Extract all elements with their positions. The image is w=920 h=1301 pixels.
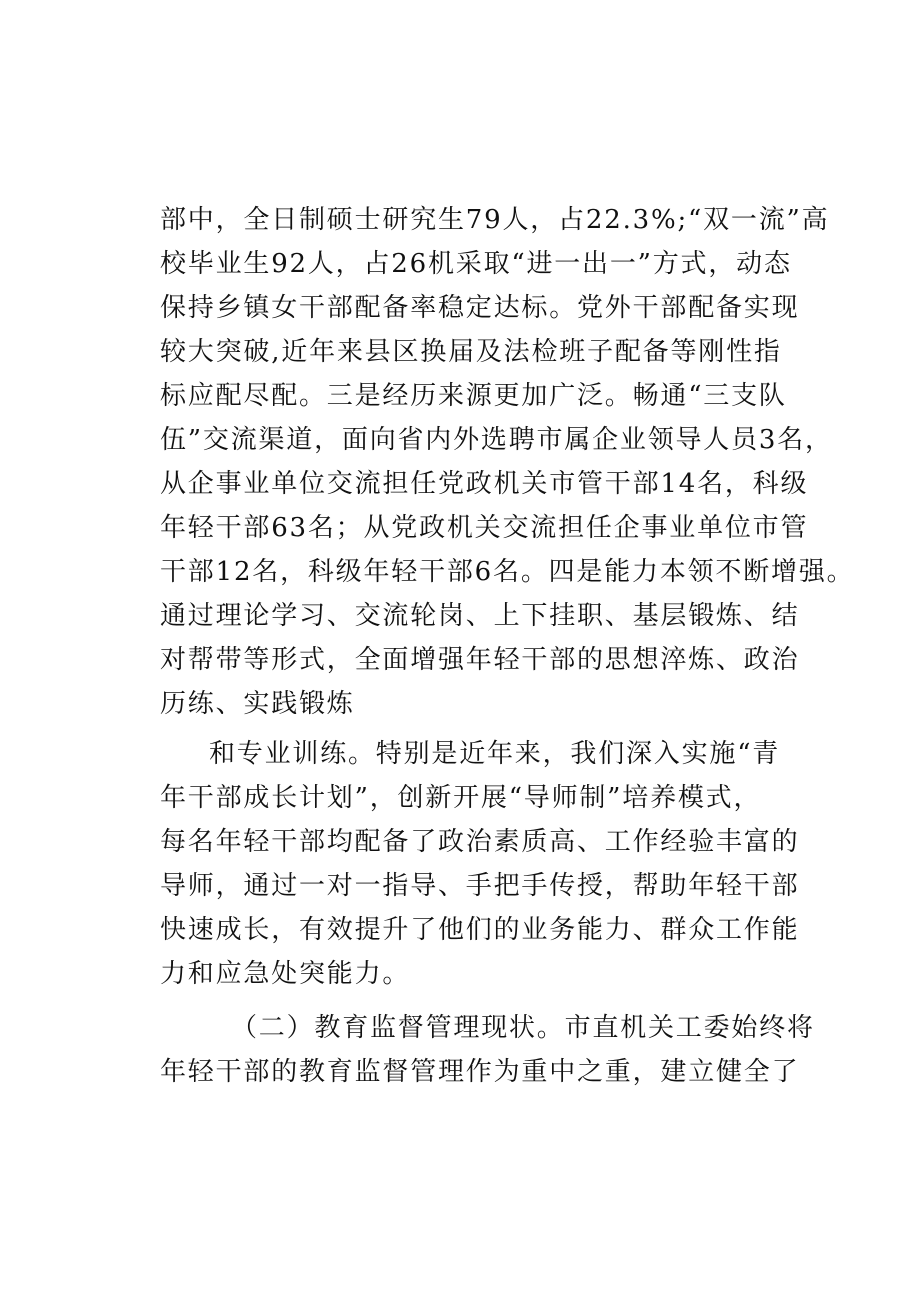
text-line: 年轻干部的教育监督管理作为重中之重，建立健全了 — [160, 1057, 800, 1087]
text-line: 力和应急处突能力。 — [160, 959, 411, 989]
text-line: 标应配尽配。三是经历来源更加广泛。畅通“三支队 — [160, 381, 787, 411]
text-line: 年干部成长计划”，创新开展“导师制”培养模式， — [160, 783, 762, 813]
text-line: 导师，通过一对一指导、手把手传授，帮助年轻干部 — [160, 871, 800, 901]
text-line: 和专业训练。特别是近年来，我们深入实施“青 — [209, 739, 781, 769]
text-line: 从企事业单位交流担任党政机关市管干部14名，科级 — [160, 469, 809, 499]
text-line: 对帮带等形式，全面增强年轻干部的思想淬炼、政治 — [160, 645, 800, 675]
text-line: 快速成长，有效提升了他们的业务能力、群众工作能 — [160, 915, 800, 945]
text-line: 通过理论学习、交流轮岗、上下挂职、基层锻炼、结 — [160, 601, 800, 631]
text-line: 年轻干部63名；从党政机关交流担任企事业单位市管 — [160, 513, 809, 543]
text-line: 校毕业生92人，占26机采取“进一出一”方式，动态 — [160, 249, 792, 279]
text-line: 干部12名，科级年轻干部6名。四是能力本领不断增强。 — [160, 557, 855, 587]
text-line: 较大突破,近年来县区换届及法检班子配备等刚性指 — [160, 337, 782, 367]
text-line: 伍”交流渠道，面向省内外选聘市属企业领导人员3名， — [160, 425, 833, 455]
text-line: 历练、实践锻炼 — [160, 689, 355, 719]
text-line: 每名年轻干部均配备了政治素质高、工作经验丰富的 — [160, 827, 800, 857]
text-line: （二）教育监督管理现状。市直机关工委始终将 — [231, 1013, 815, 1043]
text-line: 保持乡镇女干部配备率稳定达标。党外干部配备实现 — [160, 293, 800, 323]
text-line: 部中，全日制硕士研究生79人，占22.3%;“双一流”高 — [160, 205, 830, 235]
